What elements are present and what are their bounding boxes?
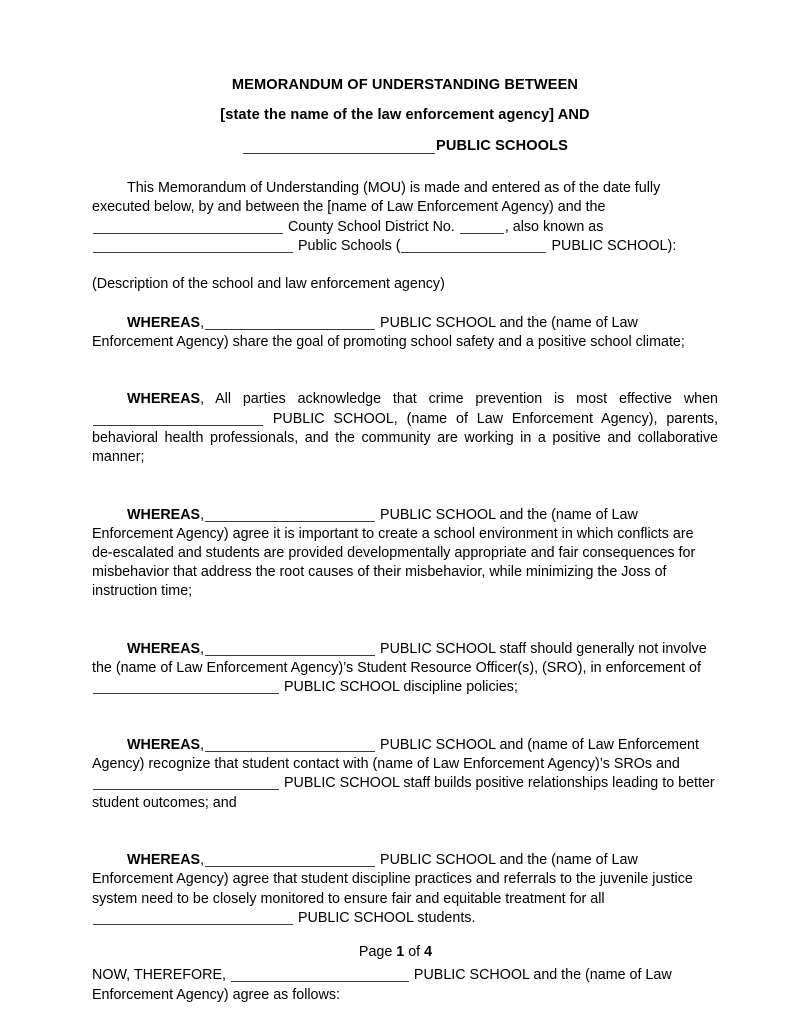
whereas-text-2: PUBLIC SCHOOL staff builds positive relationships leading to better student outcomes; and (92, 775, 715, 811)
intro-text-4: Public Schools ( (294, 237, 401, 254)
intro-text-5: PUBLIC SCHOOL): (547, 237, 677, 254)
whereas-label: WHEREAS (127, 641, 201, 658)
blank-school-name-2[interactable] (93, 912, 293, 925)
whereas-label: WHEREAS (127, 852, 201, 869)
blank-school-name[interactable] (205, 739, 375, 752)
whereas-text-1: PUBLIC SCHOOL and (name of Law Enforcement Agency) recognize that student contact with (name of Law Enforcement Agency)’s SROs and (92, 737, 699, 773)
blank-school-name[interactable] (205, 643, 375, 656)
spacer (92, 294, 718, 313)
whereas-text-1: PUBLIC SCHOOL and the (name of Law Enforcement Agency) agree it is important to create a school environment in which conflicts are de-escalated and students are provided developmentally appropriate and fair consequences for misbehavior that address the root causes of their misbehavior, while minimizing the Joss of instruction time; (92, 506, 696, 600)
title-line-3-label: PUBLIC SCHOOLS (436, 137, 568, 154)
whereas-text-2: PUBLIC SCHOOL discipline policies; (280, 679, 518, 696)
intro-text-3: , also known as (504, 218, 604, 235)
blank-school-name[interactable] (93, 413, 263, 426)
whereas-text-2: PUBLIC SCHOOL students. (294, 909, 476, 926)
whereas-label: WHEREAS (127, 737, 201, 754)
title-line-2: [state the name of the law enforcement agency] AND (220, 107, 590, 124)
intro-paragraph (92, 179, 718, 256)
document-content (92, 70, 718, 1005)
whereas-comma: , (200, 391, 205, 408)
intro-text-1: This Memorandum of Understanding (MOU) is made and entered as of the date fully executed below, by and between the [name of Law Enforcement Agency) and the (92, 180, 661, 216)
whereas-clause-5 (92, 736, 718, 813)
closing-lead: NOW, THEREFORE, (92, 967, 230, 984)
description-note: (Description of the school and law enforcement agency) (92, 276, 445, 293)
whereas-lead: All parties acknowledge that crime prevention is most effective when (204, 391, 718, 408)
whereas-label: WHEREAS (127, 506, 201, 523)
page-footer (0, 943, 791, 962)
whereas-text-1: PUBLIC SCHOOL and the (name of Law Enforcement Agency) agree that student discipline practices and referrals to the juvenile justice system need to be closely monitored to ensure fair and equitable treatment for all (92, 852, 693, 907)
whereas-text-1: PUBLIC SCHOOL and the (name of Law Enforcement Agency) share the goal of promoting school safety and a positive school climate; (92, 314, 685, 350)
whereas-text-1: PUBLIC SCHOOL staff should generally not involve the (name of Law Enforcement Agency)’s Student Resource Officer(s), (SRO), in enforcement of (92, 641, 707, 677)
whereas-text-1: PUBLIC SCHOOL, (name of Law Enforcement Agency), parents, behavioral health professionals, and the community are working in a positive and collaborative manner; (92, 410, 718, 466)
whereas-comma: , (200, 737, 205, 754)
blank-school-name-intro[interactable] (93, 240, 293, 253)
spacer (92, 602, 718, 640)
whereas-comma: , (200, 641, 205, 658)
whereas-label: WHEREAS (127, 391, 201, 408)
closing-tail: PUBLIC SCHOOL and the (name of Law Enforcement Agency) agree as follows: (92, 967, 672, 1003)
blank-district-no[interactable] (460, 221, 504, 234)
spacer (92, 698, 718, 736)
whereas-clause-6 (92, 851, 718, 928)
whereas-clause-2 (92, 390, 718, 467)
blank-county[interactable] (93, 221, 283, 234)
footer-middle: of (404, 944, 425, 960)
closing-paragraph (92, 966, 718, 1004)
whereas-clause-1 (92, 314, 718, 352)
whereas-clause-4 (92, 640, 718, 698)
whereas-comma: , (200, 506, 205, 523)
blank-school-name-title[interactable] (243, 139, 435, 154)
title-line-1: MEMORANDUM OF UNDERSTANDING BETWEEN (231, 77, 579, 93)
spacer (92, 467, 718, 505)
whereas-label: WHEREAS (127, 314, 201, 331)
blank-school-name[interactable] (205, 854, 375, 867)
blank-school-name-2[interactable] (93, 777, 279, 790)
title-line-3 (92, 131, 718, 161)
blank-school-name-2[interactable] (93, 681, 279, 694)
spacer (92, 813, 718, 851)
blank-school-name[interactable] (205, 317, 375, 330)
spacer (92, 352, 718, 390)
footer-current-page: 1 (396, 944, 405, 960)
blank-school-name-closing[interactable] (231, 969, 409, 982)
intro-text-2: County School District No. (284, 218, 459, 235)
whereas-comma: , (200, 852, 205, 869)
whereas-comma: , (200, 314, 205, 331)
blank-school-short-name[interactable] (401, 240, 546, 253)
document-body (92, 179, 718, 1005)
footer-prefix: Page (358, 944, 397, 960)
whereas-clause-3 (92, 506, 718, 602)
blank-school-name[interactable] (205, 509, 375, 522)
footer-total-pages: 4 (424, 944, 433, 960)
spacer (92, 256, 718, 275)
document-title-block (92, 70, 718, 161)
